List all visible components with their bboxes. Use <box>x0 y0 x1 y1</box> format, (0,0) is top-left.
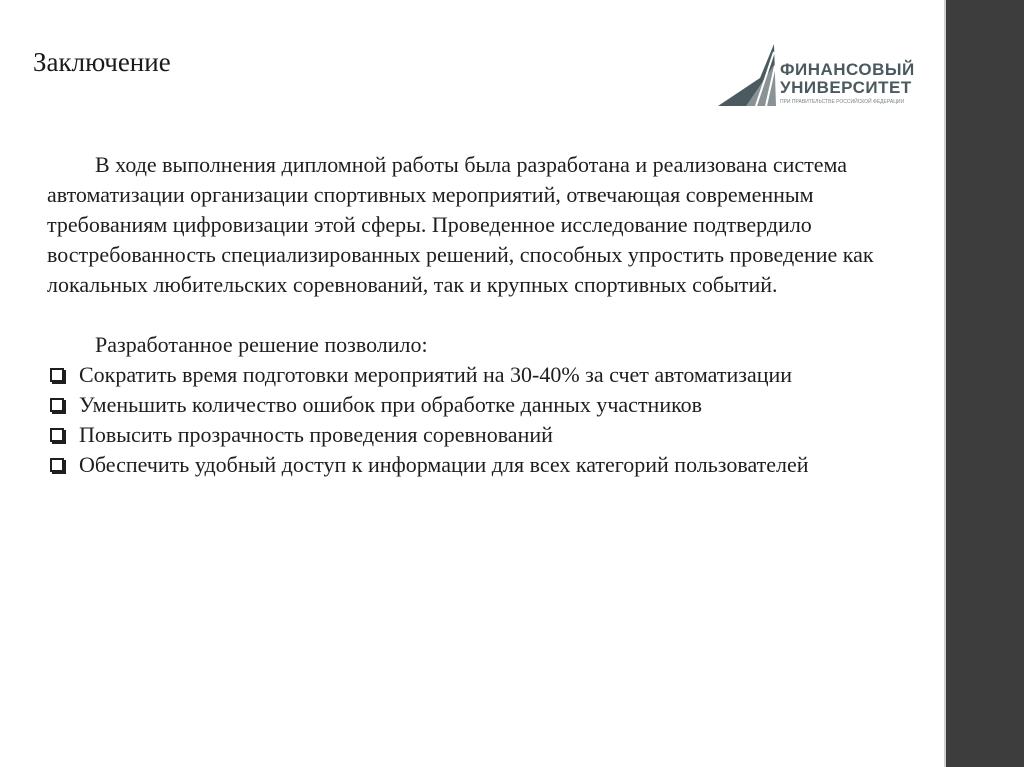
slide-body <box>47 150 927 480</box>
results-intro: Разработанное решение позволило: <box>95 332 428 357</box>
list-item <box>47 420 927 450</box>
checkbox-bullet-icon <box>50 368 64 382</box>
list-item-text: Сократить время подготовки мероприятий на 30-40% за счет автоматизации <box>79 362 793 387</box>
slide-title: Заключение <box>33 47 171 77</box>
logo-emblem-icon <box>716 42 780 112</box>
logo-text-line3: ПРИ ПРАВИТЕЛЬСТВЕ РОССИЙСКОЙ ФЕДЕРАЦИИ <box>780 99 905 105</box>
results-list <box>47 360 927 480</box>
logo-text-line1: ФИНАНСОВЫЙ <box>780 60 915 79</box>
checkbox-bullet-icon <box>50 458 64 472</box>
checkbox-bullet-icon <box>50 398 64 412</box>
list-item <box>47 360 927 390</box>
list-item <box>47 450 927 480</box>
conclusion-paragraph: В ходе выполнения дипломной работы была разработана и реализована система автоматизации организации спортивных мероприятий, отвечающая современным требованиям цифровизации этой сферы. Проведенное исследование подтвердило востребованность специализированных решений, способных упростить проведение как локальных любительских соревнований, так и крупных спортивных событий. <box>47 152 874 297</box>
list-item-text: Обеспечить удобный доступ к информации для всех категорий пользователей <box>79 452 809 477</box>
list-item <box>47 390 927 420</box>
university-logo <box>716 42 926 112</box>
checkbox-bullet-icon <box>50 428 64 442</box>
side-bar <box>946 0 1024 767</box>
list-item-text: Повысить прозрачность проведения соревнований <box>79 422 553 447</box>
list-item-text: Уменьшить количество ошибок при обработке данных участников <box>79 392 703 417</box>
logo-text-line2: УНИВЕРСИТЕТ <box>780 78 912 97</box>
